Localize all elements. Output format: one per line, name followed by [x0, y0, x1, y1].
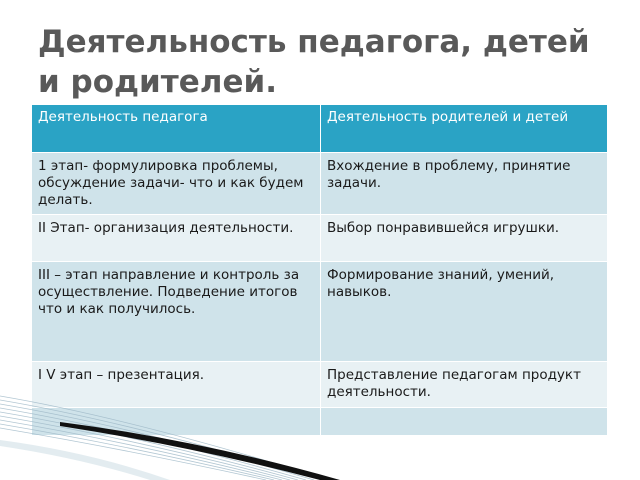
slide-title: Деятельность педагога, детей и родителей.: [38, 24, 590, 100]
cell-teacher-3: III – этап направление и контроль за осуществление. Подведение итогов что и как получилось.: [32, 262, 321, 362]
cell-teacher-2: II Этап- организация деятельности.: [32, 215, 321, 262]
cell-parents-4: Представление педагогам продукт деятельности.: [321, 362, 608, 408]
cell-parents-1: Вхождение в проблему, принятие задачи.: [321, 153, 608, 215]
cell-parents-2: Выбор понравившейся игрушки.: [321, 215, 608, 262]
black-swoosh-stroke: [60, 422, 340, 480]
cell-teacher-1: 1 этап- формулировка проблемы, обсуждение задачи- что и как будем делать.: [32, 153, 321, 215]
header-parents-children: Деятельность родителей и детей: [321, 105, 608, 153]
cell-teacher-4: I V этап – презентация.: [32, 362, 321, 408]
cell-parents-3: Формирование знаний, умений, навыков.: [321, 262, 608, 362]
header-teacher: Деятельность педагога: [32, 105, 321, 153]
